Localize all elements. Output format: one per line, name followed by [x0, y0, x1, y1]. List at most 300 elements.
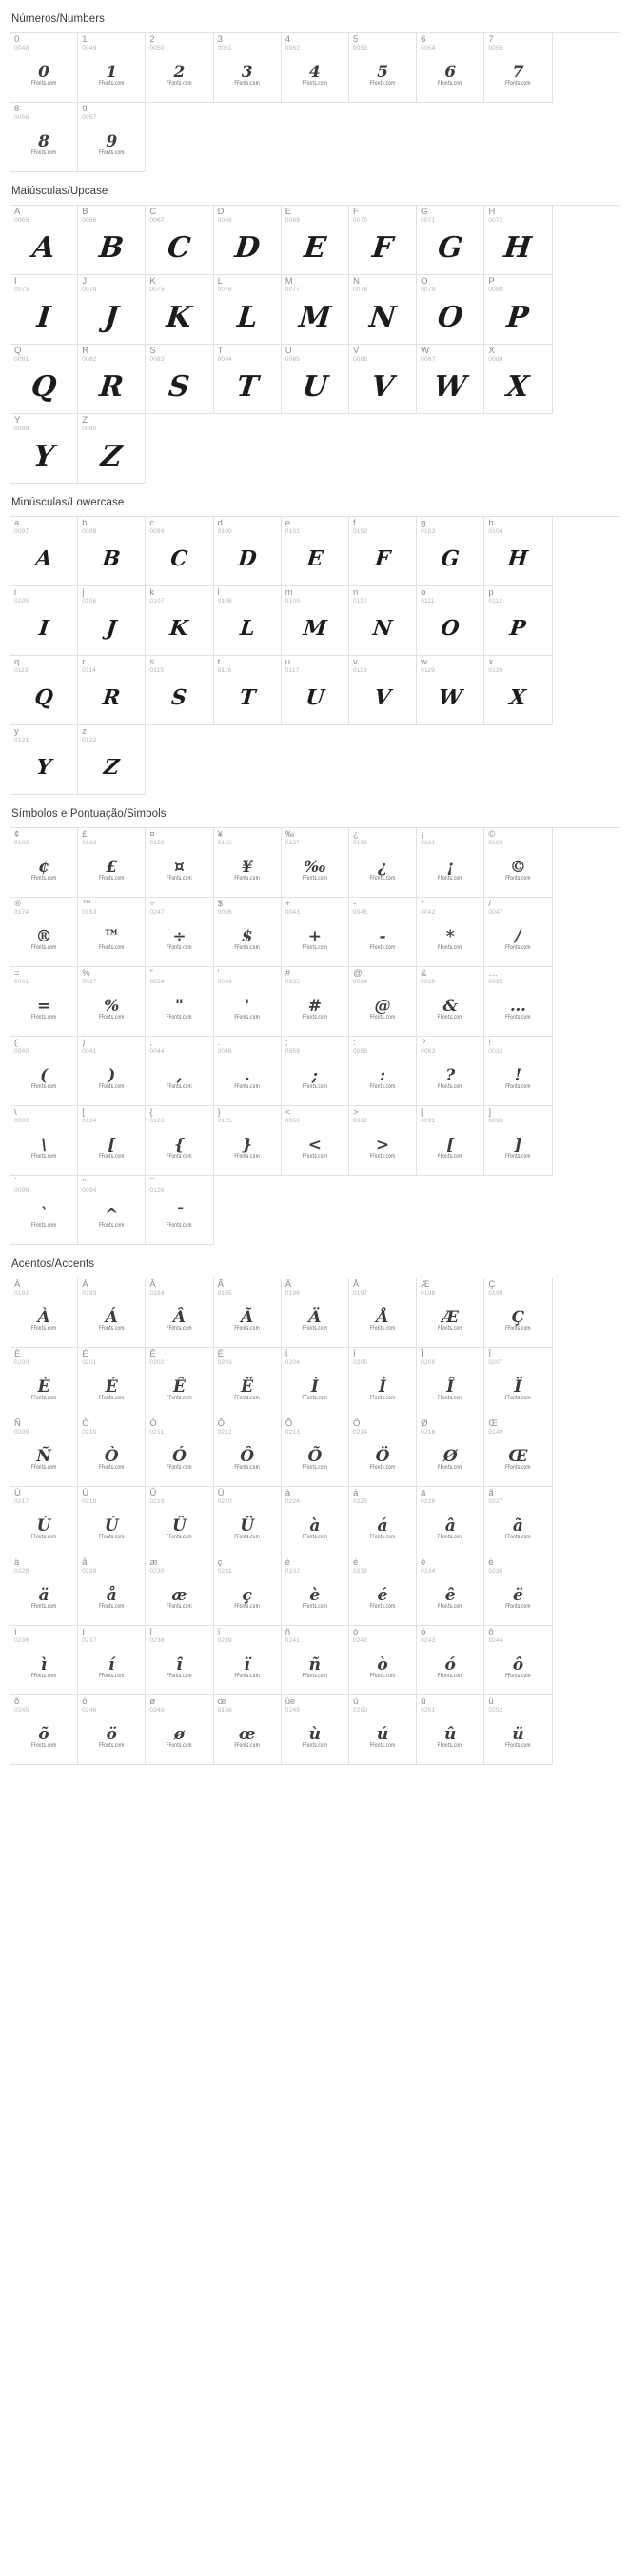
glyph-code-label: 0057 — [82, 114, 97, 121]
glyph-grid — [10, 32, 619, 172]
glyph-char-label: p — [488, 587, 494, 598]
glyph-char-label: Y — [14, 415, 21, 426]
watermark-text: FFonts.com — [234, 945, 260, 952]
glyph-preview: J — [103, 300, 121, 334]
watermark-text: FFonts.com — [30, 1326, 57, 1333]
glyph-cell[interactable] — [417, 967, 484, 1037]
glyph-preview-watermarked — [484, 1506, 551, 1554]
glyph-code-label: 0195 — [217, 1290, 232, 1297]
glyph-preview-watermarked — [78, 1298, 145, 1345]
glyph-code-label: 0072 — [488, 217, 503, 224]
glyph-cell[interactable] — [417, 275, 484, 345]
glyph-char-label: g — [421, 518, 426, 528]
glyph-cell[interactable] — [78, 1417, 146, 1487]
glyph-cell[interactable] — [484, 517, 552, 586]
glyph-cell[interactable] — [484, 206, 552, 275]
glyph-cell[interactable] — [10, 656, 78, 725]
glyph-cell[interactable] — [10, 828, 78, 898]
glyph-cell[interactable] — [417, 1695, 484, 1765]
glyph-cell[interactable] — [349, 1348, 417, 1417]
glyph-cell[interactable] — [10, 1348, 78, 1417]
glyph-cell[interactable] — [417, 1417, 484, 1487]
glyph-cell[interactable] — [78, 33, 146, 103]
glyph-cell[interactable] — [282, 898, 349, 967]
glyph-preview-watermarked — [282, 1714, 348, 1762]
glyph-char-label: ÷ — [149, 899, 155, 909]
glyph-cell[interactable] — [10, 725, 78, 795]
glyph-char-label: À — [14, 1279, 21, 1290]
glyph-cell[interactable] — [78, 1278, 146, 1348]
glyph-cell[interactable] — [282, 1626, 349, 1695]
glyph-cell[interactable] — [10, 206, 78, 275]
glyph-cell[interactable] — [417, 1037, 484, 1106]
glyph-cell[interactable] — [349, 967, 417, 1037]
glyph-code-label: 0231 — [217, 1568, 232, 1575]
glyph-cell[interactable] — [484, 828, 552, 898]
glyph-preview: 4 — [308, 63, 321, 82]
glyph-cell[interactable] — [10, 1176, 78, 1245]
glyph-preview: B — [97, 230, 126, 265]
glyph-cell[interactable] — [78, 1487, 146, 1556]
glyph-preview: X — [508, 685, 528, 710]
glyph-cell[interactable] — [417, 1106, 484, 1176]
glyph-cell[interactable] — [484, 1695, 552, 1765]
glyph-preview: N — [367, 300, 398, 334]
glyph-preview: S — [170, 685, 188, 710]
glyph-cell[interactable] — [214, 1278, 282, 1348]
glyph-cell[interactable] — [282, 656, 349, 725]
glyph-cell[interactable] — [214, 967, 282, 1037]
glyph-code-label: 0082 — [82, 356, 97, 363]
glyph-preview: B — [101, 546, 122, 571]
glyph-preview: 6 — [444, 63, 457, 82]
glyph-cell[interactable] — [349, 345, 417, 414]
glyph-cell[interactable] — [417, 1556, 484, 1626]
glyph-cell[interactable] — [146, 206, 213, 275]
glyph-preview: % — [104, 997, 120, 1016]
glyph-preview-watermarked — [214, 917, 281, 964]
glyph-code-label: 0075 — [149, 287, 165, 293]
glyph-preview-watermarked — [349, 917, 416, 964]
glyph-cell[interactable] — [349, 275, 417, 345]
glyph-cell[interactable] — [417, 206, 484, 275]
glyph-cell[interactable] — [78, 345, 146, 414]
glyph-char-label: D — [217, 207, 225, 217]
glyph-preview-watermarked — [78, 1714, 145, 1762]
glyph-cell[interactable] — [282, 1695, 349, 1765]
glyph-preview: < — [307, 1136, 322, 1155]
glyph-cell[interactable] — [417, 517, 484, 586]
glyph-code-label: 0090 — [82, 426, 97, 432]
glyph-preview: - — [379, 927, 386, 946]
watermark-text: FFonts.com — [234, 1604, 260, 1611]
glyph-preview-watermarked — [146, 1125, 212, 1173]
glyph-preview-watermarked — [484, 1056, 551, 1103]
glyph-cell[interactable] — [484, 275, 552, 345]
glyph-preview: 7 — [512, 63, 524, 82]
watermark-text: FFonts.com — [302, 1674, 328, 1680]
watermark-text: FFonts.com — [302, 1326, 328, 1333]
glyph-cell[interactable] — [282, 967, 349, 1037]
glyph-cell[interactable] — [78, 1626, 146, 1695]
glyph-cell[interactable] — [146, 898, 213, 967]
glyph-cell[interactable] — [214, 1487, 282, 1556]
glyph-preview: ú — [376, 1725, 389, 1744]
glyph-cell[interactable] — [417, 828, 484, 898]
glyph-char-label: Ï — [488, 1349, 491, 1359]
glyph-char-label: Ç — [488, 1279, 496, 1290]
glyph-preview: ÷ — [172, 927, 187, 946]
glyph-cell[interactable] — [484, 1106, 552, 1176]
glyph-code-label: 0058 — [352, 1048, 368, 1055]
glyph-char-label: ` — [14, 1177, 18, 1187]
glyph-cell[interactable] — [78, 898, 146, 967]
glyph-cell[interactable] — [78, 1556, 146, 1626]
glyph-cell[interactable] — [349, 828, 417, 898]
glyph-cell[interactable] — [484, 1417, 552, 1487]
glyph-preview: Ú — [104, 1516, 119, 1536]
glyph-preview: õ — [38, 1725, 49, 1744]
glyph-code-label: 0110 — [352, 598, 367, 604]
glyph-cell[interactable] — [349, 33, 417, 103]
glyph-char-label: y — [14, 726, 19, 737]
glyph-cell[interactable] — [146, 1037, 213, 1106]
glyph-cell[interactable] — [484, 345, 552, 414]
glyph-cell[interactable] — [146, 656, 213, 725]
glyph-preview: P — [508, 616, 528, 641]
glyph-cell[interactable] — [10, 898, 78, 967]
glyph-cell[interactable] — [484, 1487, 552, 1556]
glyph-preview-watermarked — [10, 1575, 77, 1623]
glyph-cell[interactable] — [282, 1487, 349, 1556]
glyph-cell[interactable] — [146, 586, 213, 656]
glyph-char-label: A — [14, 207, 21, 217]
glyph-cell[interactable] — [146, 345, 213, 414]
glyph-cell[interactable] — [484, 1626, 552, 1695]
glyph-cell[interactable] — [349, 1626, 417, 1695]
glyph-cell[interactable] — [282, 517, 349, 586]
glyph-char-label: ä — [14, 1557, 20, 1568]
glyph-cell[interactable] — [146, 967, 213, 1037]
glyph-cell[interactable] — [10, 967, 78, 1037]
glyph-cell[interactable] — [10, 1106, 78, 1176]
glyph-cell[interactable] — [10, 586, 78, 656]
glyph-cell[interactable] — [214, 345, 282, 414]
glyph-cell[interactable] — [10, 345, 78, 414]
glyph-cell[interactable] — [282, 828, 349, 898]
glyph-char-label: ùe — [285, 1696, 296, 1707]
glyph-code-label: 0091 — [421, 1118, 436, 1124]
glyph-code-label: 0212 — [217, 1429, 232, 1436]
glyph-cell[interactable] — [146, 33, 213, 103]
glyph-preview: # — [307, 997, 322, 1016]
glyph-preview: ò — [377, 1655, 388, 1674]
glyph-code-label: 0119 — [421, 667, 435, 674]
glyph-preview: C — [169, 546, 189, 571]
glyph-preview: V — [369, 369, 396, 404]
glyph-char-label: ì — [14, 1627, 17, 1637]
glyph-cell[interactable] — [78, 828, 146, 898]
glyph-cell[interactable] — [349, 1037, 417, 1106]
glyph-preview-watermarked — [78, 1125, 145, 1173]
glyph-char-label: ] — [488, 1107, 491, 1118]
glyph-cell[interactable] — [214, 828, 282, 898]
glyph-cell[interactable] — [10, 33, 78, 103]
glyph-cell[interactable] — [349, 517, 417, 586]
glyph-cell[interactable] — [282, 1417, 349, 1487]
glyph-cell[interactable] — [10, 414, 78, 484]
glyph-cell[interactable] — [349, 898, 417, 967]
glyph-preview: 1 — [106, 63, 118, 82]
glyph-cell[interactable] — [146, 275, 213, 345]
glyph-cell[interactable] — [78, 206, 146, 275]
glyph-cell[interactable] — [282, 206, 349, 275]
glyph-cell[interactable] — [484, 1278, 552, 1348]
watermark-text: FFonts.com — [234, 1154, 260, 1160]
glyph-cell[interactable] — [282, 345, 349, 414]
glyph-cell[interactable] — [417, 1278, 484, 1348]
watermark-text: FFonts.com — [167, 945, 192, 952]
glyph-cell[interactable] — [484, 33, 552, 103]
glyph-cell[interactable] — [10, 1695, 78, 1765]
glyph-cell[interactable] — [214, 1417, 282, 1487]
glyph-preview-watermarked — [417, 847, 483, 895]
glyph-cell[interactable] — [146, 1106, 213, 1176]
glyph-cell[interactable] — [146, 1417, 213, 1487]
glyph-preview: î — [176, 1655, 183, 1674]
glyph-code-label: 0211 — [149, 1429, 165, 1436]
glyph-char-label: â — [421, 1488, 426, 1498]
glyph-cell[interactable] — [349, 1278, 417, 1348]
glyph-cell[interactable] — [78, 1037, 146, 1106]
glyph-cell[interactable] — [78, 1348, 146, 1417]
glyph-cell[interactable] — [214, 1695, 282, 1765]
glyph-preview: L — [238, 616, 256, 641]
glyph-cell[interactable] — [10, 1278, 78, 1348]
glyph-cell[interactable] — [484, 1556, 552, 1626]
glyph-cell[interactable] — [78, 1106, 146, 1176]
glyph-preview: Î — [446, 1377, 455, 1397]
glyph-cell[interactable] — [214, 1037, 282, 1106]
glyph-cell[interactable] — [78, 103, 146, 172]
glyph-cell[interactable] — [282, 275, 349, 345]
glyph-preview: ? — [445, 1066, 456, 1085]
glyph-code-label: 0214 — [352, 1429, 368, 1436]
glyph-char-label: ¢ — [14, 829, 20, 840]
watermark-text: FFonts.com — [98, 1015, 125, 1021]
glyph-cell[interactable] — [78, 275, 146, 345]
glyph-preview-watermarked — [146, 1298, 212, 1345]
glyph-cell[interactable] — [282, 586, 349, 656]
glyph-cell[interactable] — [214, 656, 282, 725]
glyph-cell[interactable] — [349, 586, 417, 656]
glyph-cell[interactable] — [282, 33, 349, 103]
glyph-cell[interactable] — [146, 1278, 213, 1348]
glyph-preview: ‰ — [304, 858, 326, 877]
glyph-char-label: ë — [488, 1557, 494, 1568]
glyph-cell[interactable] — [484, 656, 552, 725]
glyph-code-label: 0194 — [149, 1290, 165, 1297]
glyph-preview: D — [232, 230, 262, 265]
glyph-cell[interactable] — [214, 275, 282, 345]
glyph-cell[interactable] — [417, 656, 484, 725]
glyph-cell[interactable] — [10, 1556, 78, 1626]
glyph-char-label: ) — [82, 1038, 86, 1048]
glyph-preview: / — [515, 927, 521, 946]
glyph-char-label: ò — [352, 1627, 359, 1637]
glyph-cell[interactable] — [214, 206, 282, 275]
glyph-cell[interactable] — [417, 1626, 484, 1695]
glyph-cell[interactable] — [146, 517, 213, 586]
glyph-cell[interactable] — [146, 1695, 213, 1765]
glyph-cell[interactable] — [484, 1348, 552, 1417]
glyph-cell[interactable] — [146, 1626, 213, 1695]
glyph-cell[interactable] — [214, 586, 282, 656]
glyph-char-label: 6 — [421, 34, 426, 45]
glyph-cell[interactable] — [78, 1695, 146, 1765]
watermark-text: FFonts.com — [302, 81, 328, 88]
glyph-char-label: \ — [14, 1107, 17, 1118]
glyph-cell[interactable] — [10, 517, 78, 586]
watermark-text: FFonts.com — [234, 1326, 260, 1333]
glyph-cell[interactable] — [78, 586, 146, 656]
glyph-cell[interactable] — [282, 1278, 349, 1348]
glyph-preview-watermarked — [78, 847, 145, 895]
glyph-cell[interactable] — [10, 1037, 78, 1106]
glyph-char-label: u — [285, 657, 291, 667]
watermark-text: FFonts.com — [167, 1015, 192, 1021]
watermark-text: FFonts.com — [234, 876, 260, 882]
watermark-text: FFonts.com — [167, 1396, 192, 1402]
glyph-cell[interactable] — [10, 1417, 78, 1487]
glyph-cell[interactable] — [484, 898, 552, 967]
glyph-preview-watermarked — [78, 1367, 145, 1415]
glyph-code-label: 0236 — [14, 1637, 29, 1644]
glyph-preview: ¿ — [378, 858, 388, 877]
glyph-cell[interactable] — [417, 345, 484, 414]
glyph-preview: 0 — [38, 63, 50, 82]
glyph-cell[interactable] — [78, 656, 146, 725]
glyph-cell[interactable] — [349, 656, 417, 725]
glyph-cell[interactable] — [282, 1348, 349, 1417]
glyph-char-label: G — [421, 207, 428, 217]
glyph-cell[interactable] — [78, 967, 146, 1037]
glyph-preview: M — [297, 300, 333, 334]
watermark-text: FFonts.com — [369, 1326, 396, 1333]
glyph-preview-watermarked — [214, 1298, 281, 1345]
glyph-cell[interactable] — [78, 517, 146, 586]
glyph-preview-watermarked — [146, 986, 212, 1034]
glyph-char-label: B — [82, 207, 88, 217]
glyph-cell[interactable] — [417, 1487, 484, 1556]
glyph-preview: 8 — [38, 132, 50, 151]
glyph-preview: ø — [173, 1725, 186, 1744]
glyph-cell[interactable] — [417, 33, 484, 103]
glyph-preview-watermarked — [484, 1714, 551, 1762]
watermark-text: FFonts.com — [30, 81, 57, 88]
glyph-cell[interactable] — [146, 1176, 213, 1245]
glyph-cell[interactable] — [349, 1106, 417, 1176]
glyph-cell[interactable] — [146, 1487, 213, 1556]
glyph-cell[interactable] — [417, 898, 484, 967]
glyph-char-label: © — [488, 829, 496, 840]
glyph-cell[interactable] — [214, 517, 282, 586]
glyph-cell[interactable] — [349, 1487, 417, 1556]
glyph-cell[interactable] — [282, 1106, 349, 1176]
glyph-cell[interactable] — [146, 828, 213, 898]
glyph-cell[interactable] — [10, 275, 78, 345]
glyph-preview: C — [166, 230, 193, 265]
glyph-preview: M — [302, 616, 328, 641]
glyph-code-label: 0213 — [285, 1429, 301, 1436]
sections-root — [10, 0, 619, 1765]
glyph-cell[interactable] — [484, 1037, 552, 1106]
glyph-preview-watermarked — [484, 917, 551, 964]
glyph-cell[interactable] — [484, 967, 552, 1037]
glyph-code-label: 0238 — [149, 1637, 165, 1644]
glyph-preview-watermarked — [349, 1714, 416, 1762]
glyph-cell[interactable] — [349, 1556, 417, 1626]
glyph-char-label: ã — [488, 1488, 494, 1498]
glyph-cell[interactable] — [349, 206, 417, 275]
glyph-preview-watermarked — [146, 1645, 212, 1693]
glyph-grid — [10, 205, 619, 484]
glyph-cell[interactable] — [214, 1626, 282, 1695]
glyph-char-label: Ë — [217, 1349, 224, 1359]
glyph-char-label: ™ — [82, 899, 91, 909]
glyph-cell[interactable] — [417, 1348, 484, 1417]
glyph-cell[interactable] — [146, 1556, 213, 1626]
glyph-preview: Y — [34, 755, 53, 780]
glyph-preview-watermarked — [417, 917, 483, 964]
glyph-cell[interactable] — [214, 898, 282, 967]
watermark-text: FFonts.com — [437, 81, 463, 88]
glyph-code-label: 0248 — [149, 1707, 165, 1714]
glyph-cell[interactable] — [10, 1487, 78, 1556]
glyph-cell[interactable] — [282, 1556, 349, 1626]
glyph-cell[interactable] — [349, 1417, 417, 1487]
watermark-text: FFonts.com — [30, 1604, 57, 1611]
glyph-cell[interactable] — [146, 1348, 213, 1417]
glyph-cell[interactable] — [214, 1556, 282, 1626]
glyph-cell[interactable] — [349, 1695, 417, 1765]
glyph-preview-watermarked — [349, 1367, 416, 1415]
glyph-cell[interactable] — [282, 1037, 349, 1106]
glyph-code-label: 0219 — [149, 1498, 165, 1505]
glyph-code-label: 0049 — [82, 45, 97, 51]
glyph-cell[interactable] — [78, 414, 146, 484]
glyph-char-label: P — [488, 276, 495, 287]
glyph-cell[interactable] — [10, 103, 78, 172]
glyph-cell[interactable] — [78, 725, 146, 795]
glyph-cell[interactable] — [417, 586, 484, 656]
glyph-code-label: 0101 — [285, 528, 301, 535]
glyph-cell[interactable] — [214, 33, 282, 103]
watermark-text: FFonts.com — [505, 1015, 531, 1021]
glyph-preview: Ê — [172, 1377, 186, 1397]
glyph-cell[interactable] — [484, 586, 552, 656]
glyph-cell[interactable] — [10, 1626, 78, 1695]
glyph-code-label: 0076 — [217, 287, 232, 293]
glyph-cell[interactable] — [78, 1176, 146, 1245]
glyph-cell[interactable] — [214, 1348, 282, 1417]
glyph-code-label: 0209 — [14, 1429, 29, 1436]
glyph-cell[interactable] — [214, 1106, 282, 1176]
glyph-char-label: ¡ — [421, 829, 424, 840]
glyph-code-label: 0153 — [82, 909, 97, 916]
glyph-preview: ï — [244, 1655, 250, 1674]
glyph-preview: H — [502, 230, 534, 265]
